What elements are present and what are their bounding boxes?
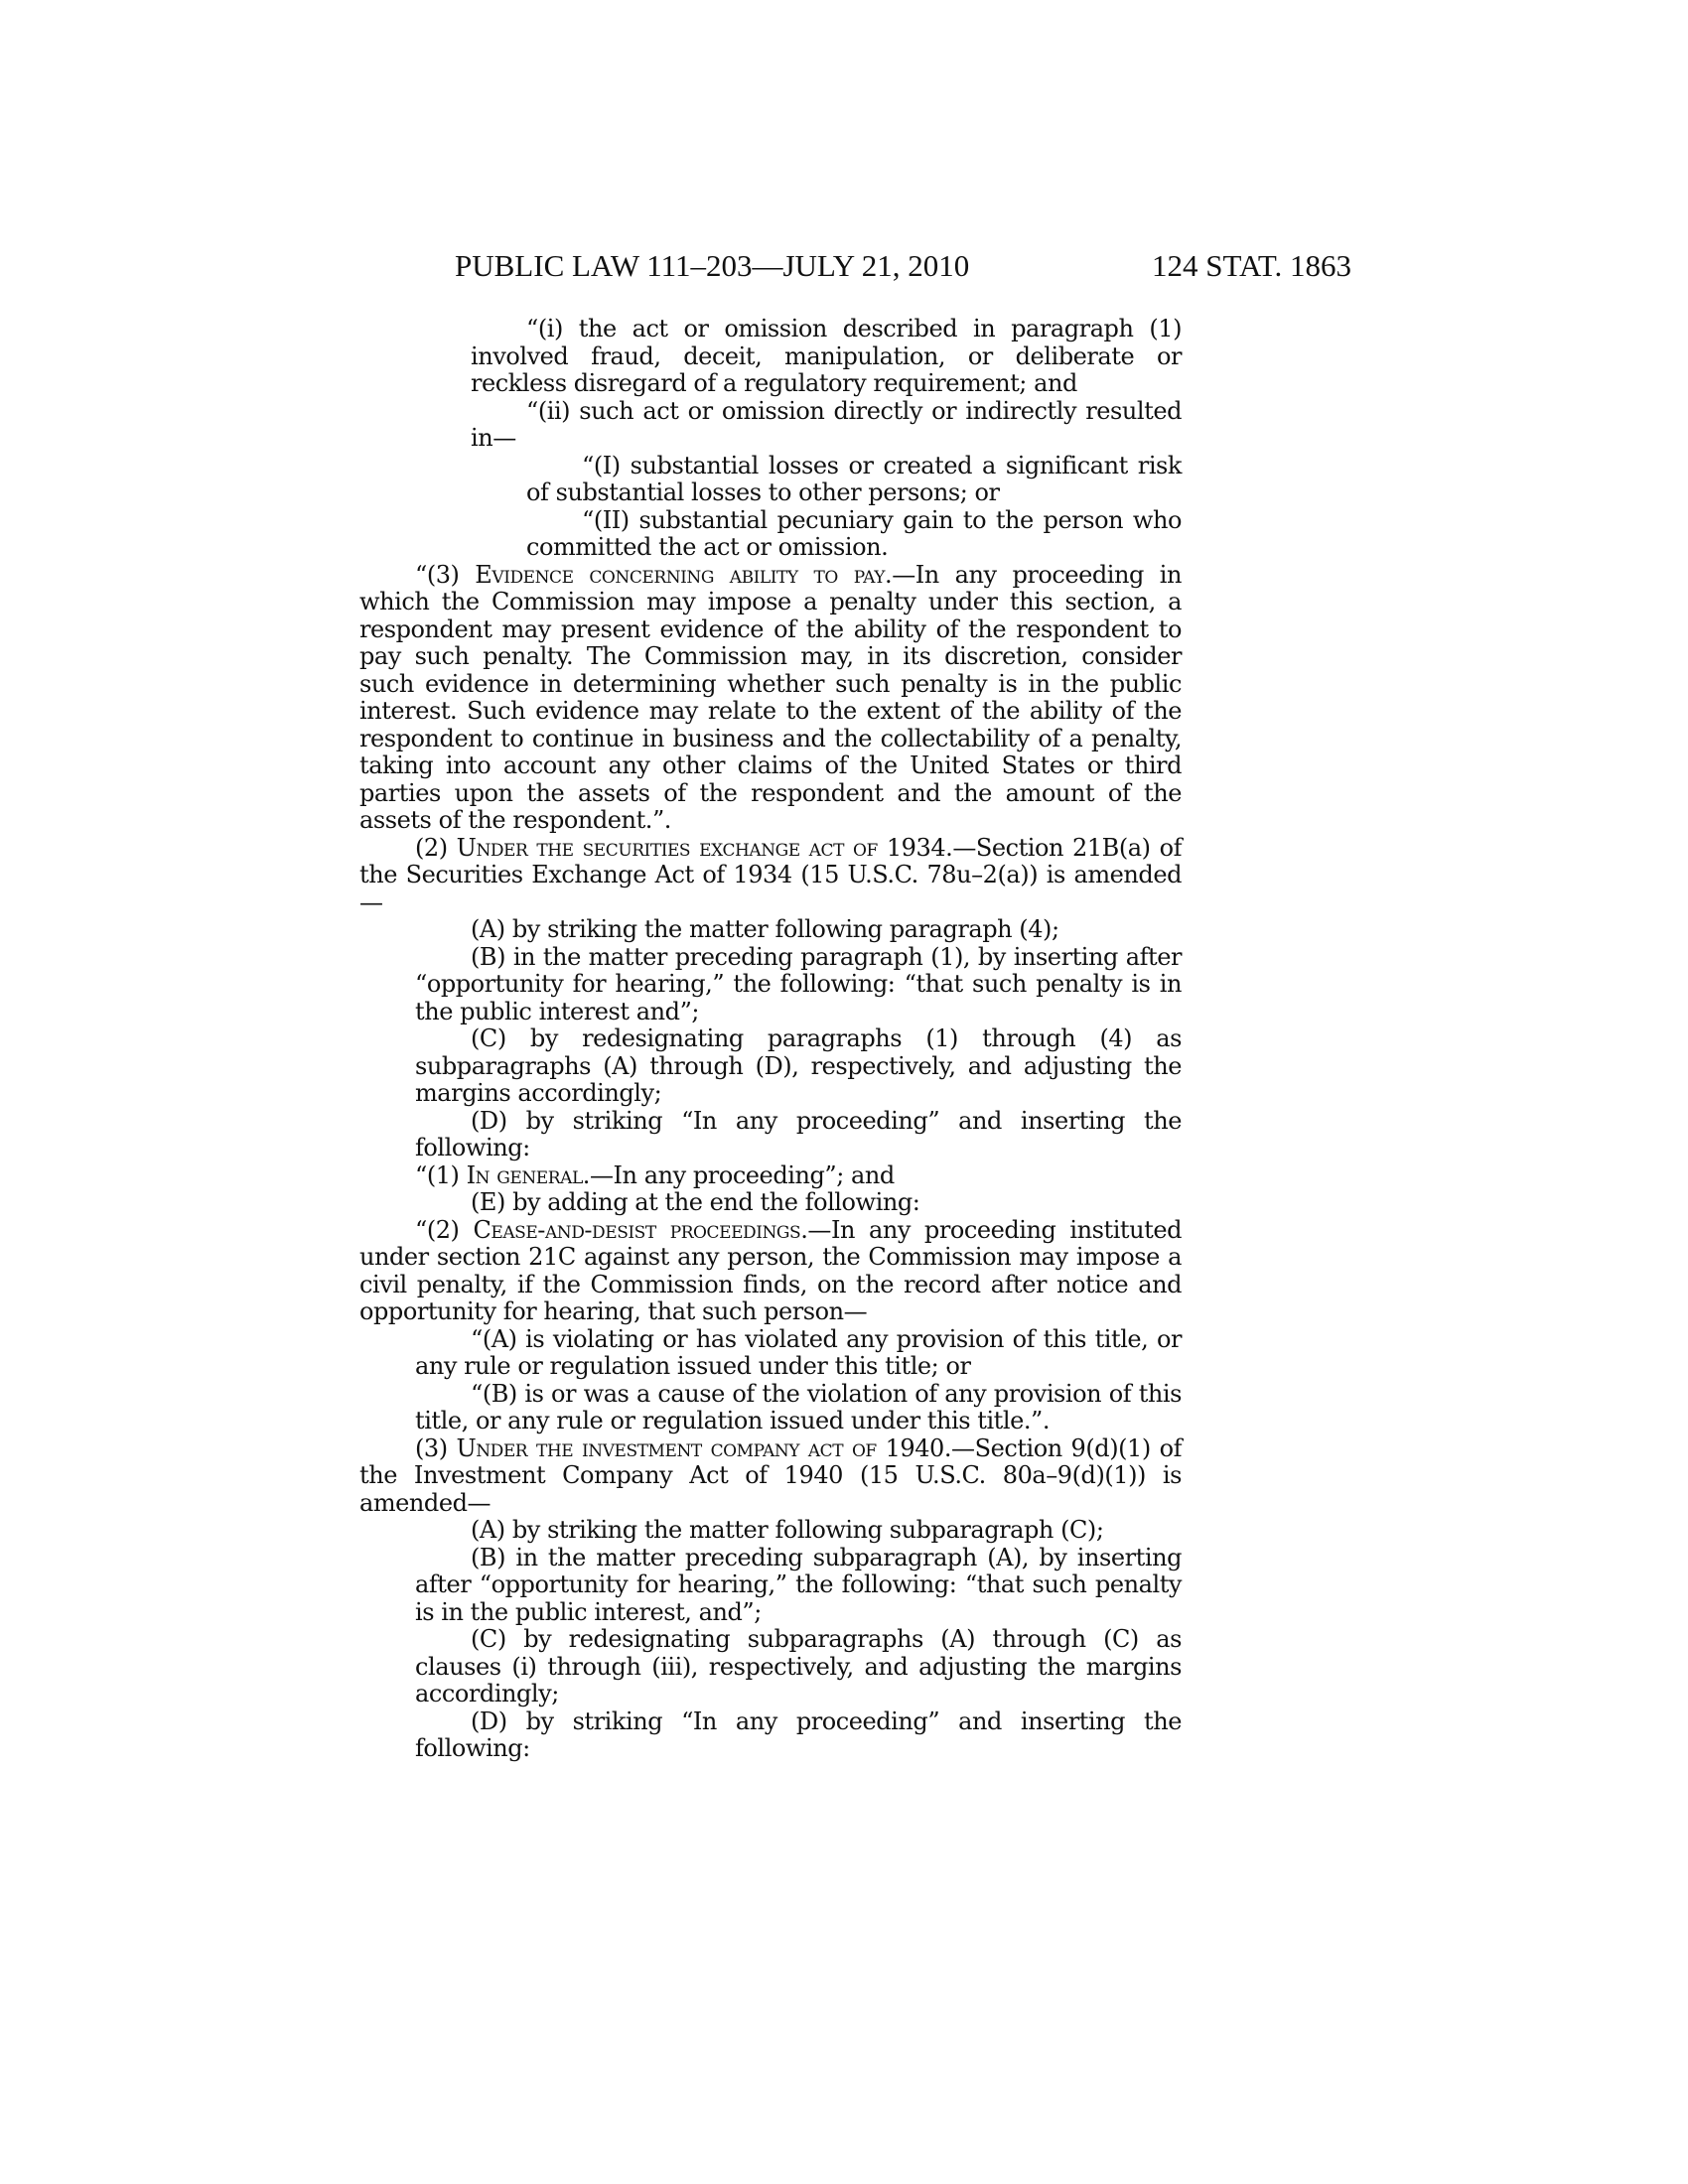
paragraph-text: .—In any proceeding”; and <box>582 1160 895 1189</box>
subparagraph-D: (D) by striking “In any proceeding” and inserting the following: <box>415 1706 1182 1762</box>
subparagraph-D: (D) by striking “In any proceeding” and inserting the following: <box>415 1106 1182 1161</box>
inserted-subparagraph-B: “(B) is or was a cause of the violation of any provision of this title, or any rule or regulation issued under this title.”. <box>415 1379 1182 1434</box>
inserted-paragraph-2 <box>359 1217 1182 1326</box>
subclause-I: “(I) substantial losses or created a significant risk of substantial losses to other persons; or <box>526 451 1182 506</box>
paragraph-number: “(2) <box>415 1215 474 1244</box>
statute-page-number: 124 STAT. 1863 <box>1152 248 1352 283</box>
clause-i: “(i) the act or omission described in paragraph (1) involved fraud, deceit, manipulation, or deliberate or reckless disregard of a regulatory requirement; and <box>471 315 1182 397</box>
paragraph-number: (2) <box>415 833 457 862</box>
subparagraph-B: (B) in the matter preceding paragraph (1), by inserting after “opportunity for hearing,” the following: “that such penalty is in the public interest and”; <box>415 942 1182 1025</box>
paragraph-heading: Cease-and-desist proceedings <box>473 1215 801 1244</box>
page-header <box>0 246 1688 286</box>
paragraph-heading: Under the securities exchange act of 1934 <box>456 833 946 862</box>
subparagraph-C: (C) by redesignating subparagraphs (A) through (C) as clauses (i) through (iii), respectively, and adjusting the margins accordingly; <box>415 1625 1182 1707</box>
subparagraph-B: (B) in the matter preceding subparagraph (A), by inserting after “opportunity for hearing,” the following: “that such penalty is in the public interest, and”; <box>415 1543 1182 1626</box>
subparagraph-A: (A) by striking the matter following subparagraph (C); <box>471 1516 1104 1544</box>
inserted-paragraph-1 <box>359 1162 1182 1190</box>
running-head-title: PUBLIC LAW 111–203—JULY 21, 2010 <box>455 248 970 283</box>
inserted-subparagraph-A: “(A) is violating or has violated any provision of this title, or any rule or regulation issued under this title; or <box>415 1324 1182 1380</box>
paragraph-heading: Under the investment company act of 1940 <box>456 1433 944 1462</box>
subparagraph-E: (E) by adding at the end the following: <box>471 1188 920 1216</box>
paragraph-3-investment-company-act <box>359 1435 1182 1518</box>
paragraph-number: (3) <box>415 1433 457 1462</box>
subparagraph-C: (C) by redesignating paragraphs (1) through (4) as subparagraphs (A) through (D), respectively, and adjusting the margins accordingly; <box>415 1024 1182 1107</box>
paragraph-heading: In general <box>466 1160 583 1189</box>
paragraph-text: .—In any proceeding in which the Commission may impose a penalty under this section, a respondent may present evidence of the ability of the respondent to pay such penalty. The Commission may, in its discretion, consider such evidence in determining whether such penalty is in the public interest. Such evidence may relate to the extent of the ability of the respondent to continue in business and the collectability of a penalty, taking into account any other claims of the United States or third parties upon the assets of the respondent and the amount of the assets of the respondent.”. <box>359 560 1182 834</box>
paragraph-number: “(3) <box>415 560 476 589</box>
paragraph-text: .—Section 21B(a) of the Securities Exchange Act of 1934 (15 U.S.C. 78u–2(a)) is amended— <box>359 833 1182 916</box>
paragraph-3-evidence <box>359 562 1182 835</box>
paragraph-2-securities-exchange-act <box>359 835 1182 917</box>
subclause-II: “(II) substantial pecuniary gain to the person who committed the act or omission. <box>526 505 1182 561</box>
subparagraph-A: (A) by striking the matter following paragraph (4); <box>471 915 1059 943</box>
statute-body <box>359 316 1182 1763</box>
paragraph-number: “(1) <box>415 1160 467 1189</box>
paragraph-heading: Evidence concerning ability to pay <box>475 560 886 589</box>
paragraph-text: .—In any proceeding instituted under section 21C against any person, the Commission may impose a civil penalty, if the Commission finds, on the record after notice and opportunity for hearing, that such person— <box>359 1215 1182 1325</box>
clause-ii: “(ii) such act or omission directly or indirectly resulted in— <box>471 396 1182 452</box>
paragraph-text: .—Section 9(d)(1) of the Investment Company Act of 1940 (15 U.S.C. 80a–9(d)(1)) is amended— <box>359 1433 1183 1517</box>
